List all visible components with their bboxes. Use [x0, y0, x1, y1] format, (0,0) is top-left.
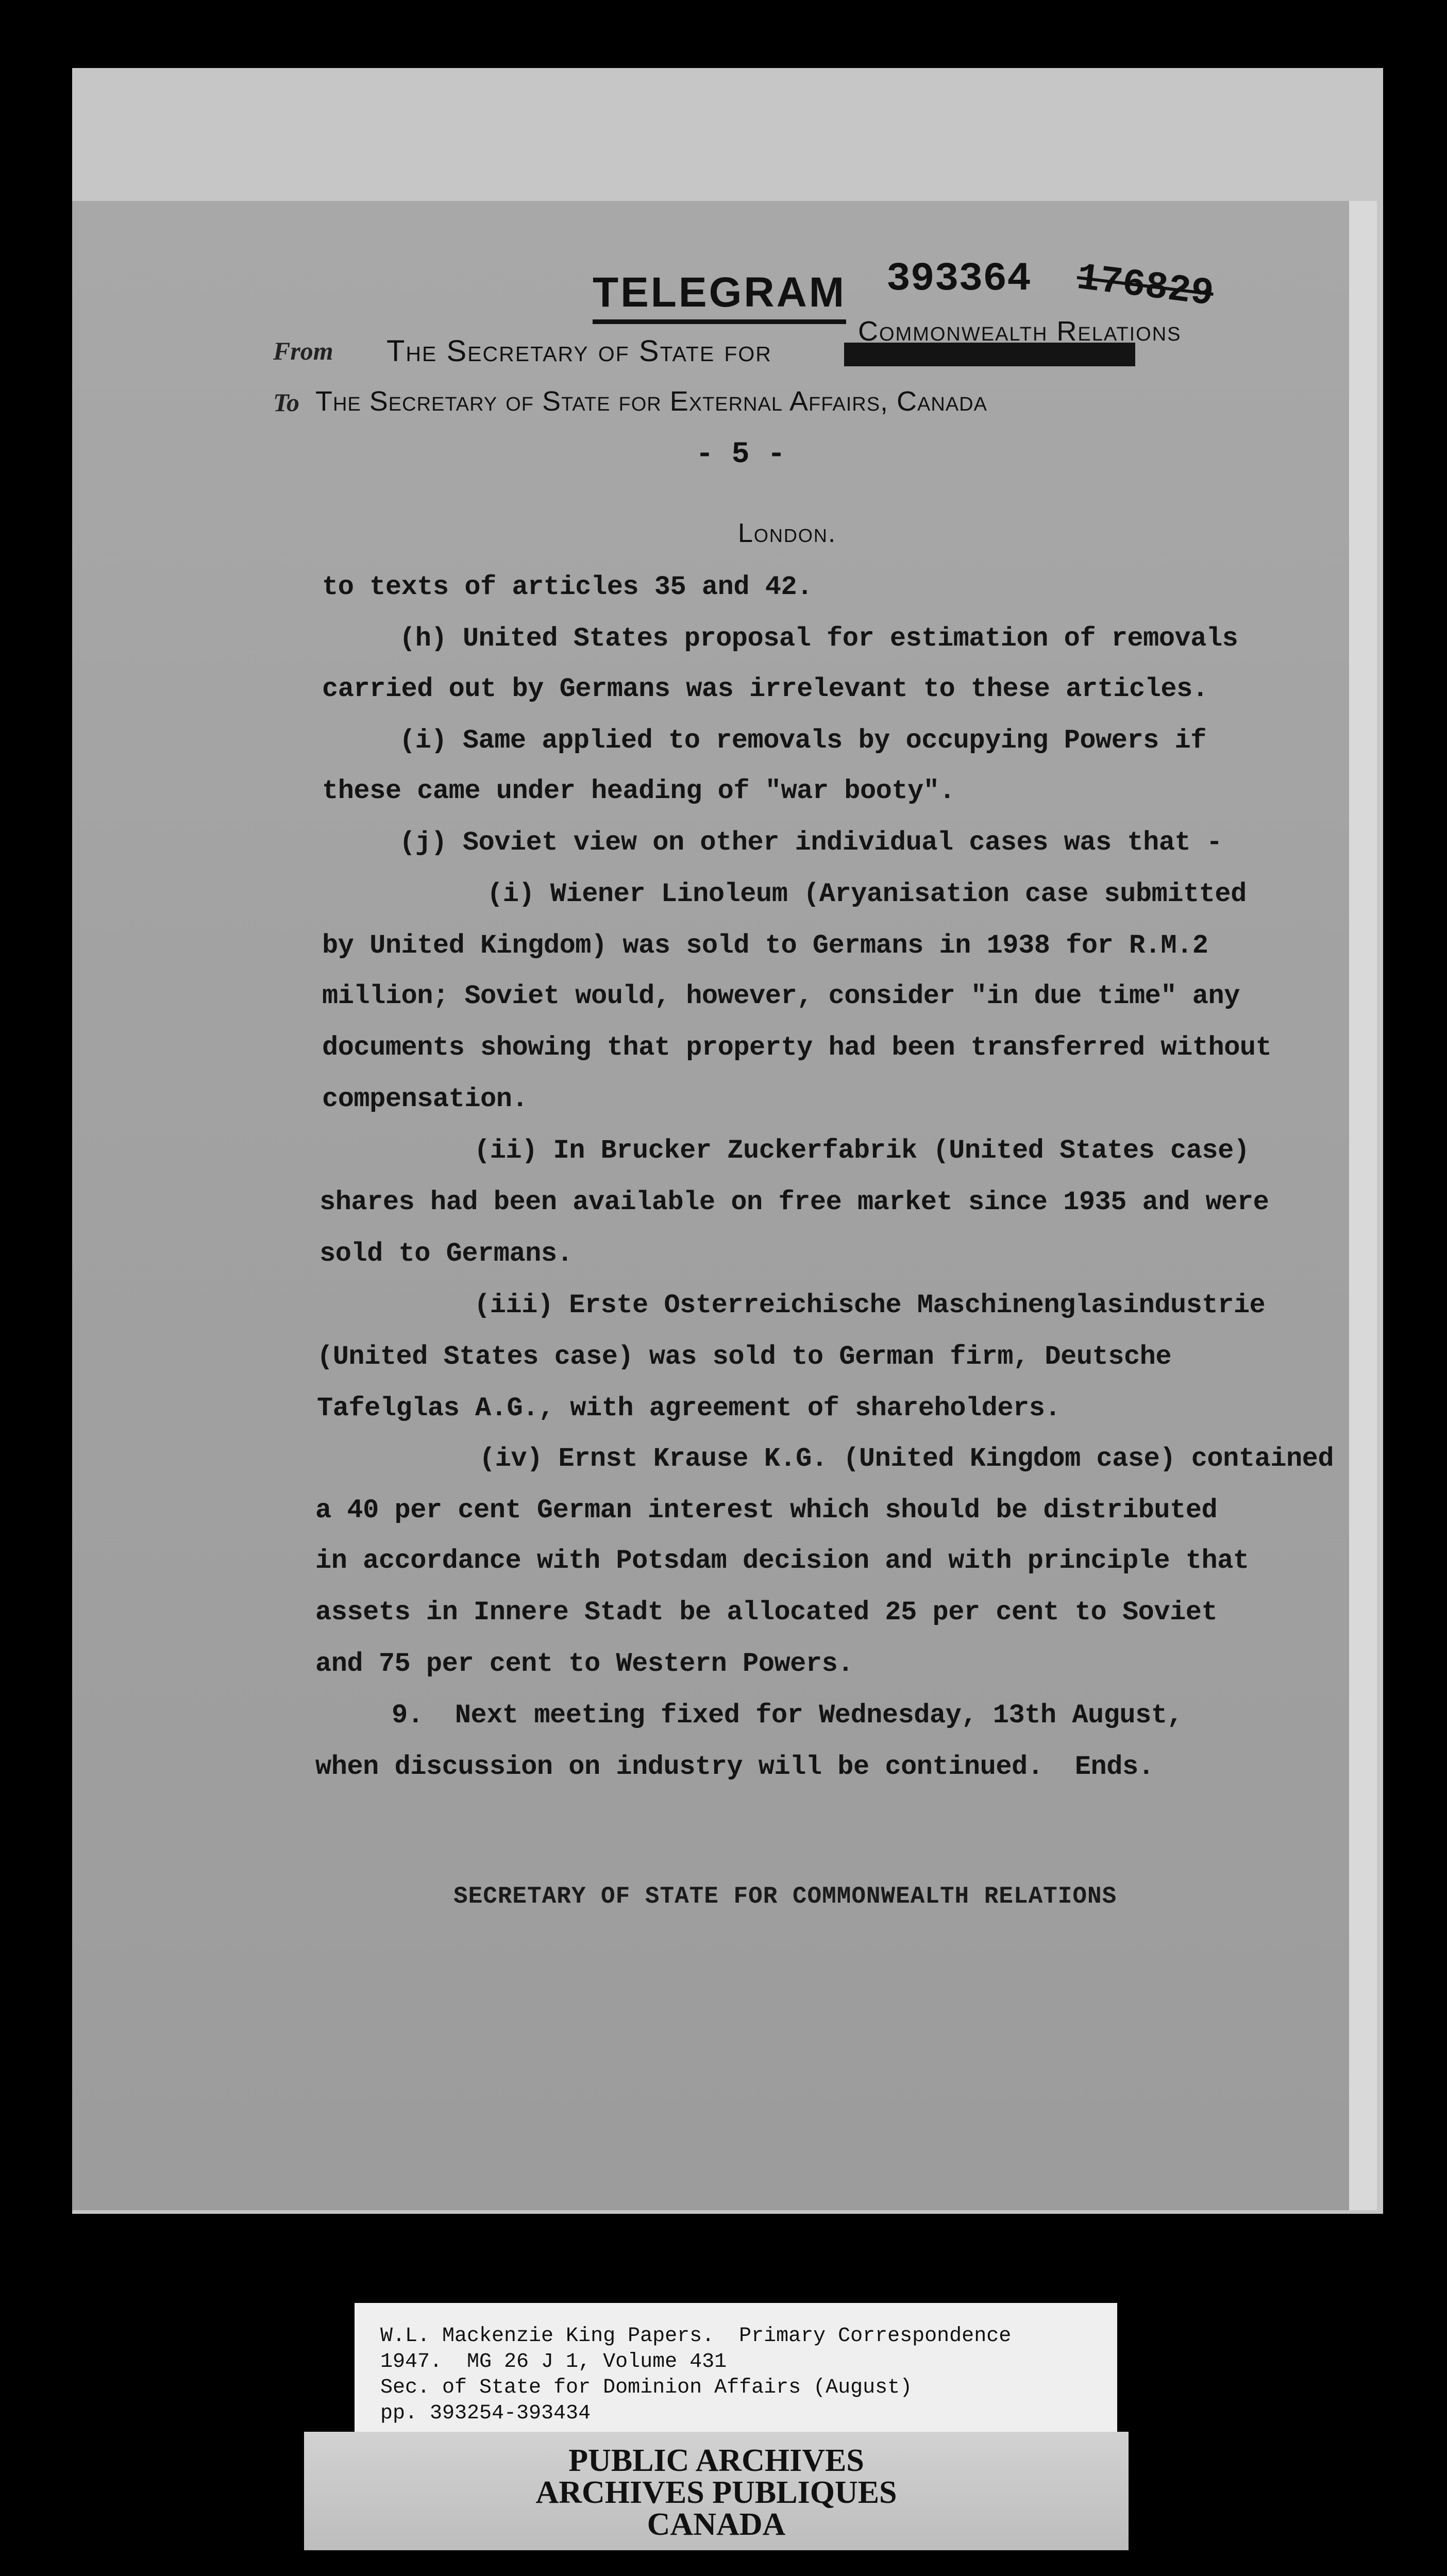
body-line: assets in Innere Stadt be allocated 25 per cent to Soviet [315, 1597, 1218, 1628]
page-right-edge [1349, 201, 1377, 2210]
body-line: (j) Soviet view on other individual cases was that - [399, 827, 1222, 858]
body-line: and 75 per cent to Western Powers. [315, 1649, 853, 1679]
body-line: carried out by Germans was irrelevant to these articles. [322, 674, 1208, 704]
body-line: million; Soviet would, however, consider "in due time" any [322, 981, 1240, 1011]
body-line: a 40 per cent German interest which should be distributed [315, 1495, 1218, 1526]
body-line: sold to Germans. [319, 1239, 573, 1269]
stamp-line: ARCHIVES PUBLIQUES [535, 2475, 897, 2510]
body-line: by United Kingdom) was sold to Germans in 1938 for R.M.2 [322, 930, 1208, 961]
body-line: (h) United States proposal for estimation of removals [399, 623, 1238, 654]
from-text: The Secretary of State for [386, 334, 772, 368]
caption-line: pp. 393254-393434 [380, 2402, 591, 2425]
body-line: (iv) Ernst Krause K.G. (United Kingdom case) contained [479, 1444, 1334, 1474]
stamp-line: CANADA [647, 2507, 786, 2542]
stamp-line: PUBLIC ARCHIVES [568, 2443, 864, 2478]
body-line: (iii) Erste Osterreichische Maschinenglasindustrie [474, 1290, 1266, 1320]
document-number: 393364 [886, 257, 1031, 302]
body-line: Tafelglas A.G., with agreement of shareholders. [317, 1393, 1061, 1423]
from-label: From [273, 336, 333, 365]
struck-document-number: 176829 [1074, 257, 1216, 316]
body-line: when discussion on industry will be continued. Ends. [315, 1752, 1154, 1782]
body-line: (i) Same applied to removals by occupying Powers if [399, 725, 1206, 756]
signature-line: SECRETARY OF STATE FOR COMMONWEALTH RELATIONS [453, 1883, 1117, 1910]
to-text: The Secretary of State for External Affairs, Canada [315, 386, 987, 417]
page-number: - 5 - [696, 438, 786, 471]
from-overlay-text: Commonwealth Relations [858, 316, 1182, 347]
caption-line: Sec. of State for Dominion Affairs (August) [380, 2376, 913, 2399]
telegram-title: TELEGRAM [593, 268, 846, 324]
body-line: documents showing that property had been transferred without [322, 1032, 1272, 1063]
to-label: To [273, 388, 299, 417]
body-line: these came under heading of "war booty". [322, 776, 955, 806]
caption-line: 1947. MG 26 J 1, Volume 431 [380, 2350, 727, 2374]
body-line: (United States case) was sold to German firm, Deutsche [317, 1342, 1172, 1372]
body-line: shares had been available on free market since 1935 and were [319, 1187, 1269, 1217]
body-line: (ii) In Brucker Zuckerfabrik (United States case) [474, 1136, 1250, 1166]
caption-line: W.L. Mackenzie King Papers. Primary Correspondence [380, 2325, 1012, 2348]
body-line: (i) Wiener Linoleum (Aryanisation case submitted [487, 879, 1247, 909]
body-line: compensation. [322, 1084, 528, 1114]
body-line: 9. Next meeting fixed for Wednesday, 13th August, [392, 1700, 1183, 1731]
place-name: London. [738, 518, 837, 548]
body-line: in accordance with Potsdam decision and with principle that [315, 1546, 1249, 1576]
body-line: to texts of articles 35 and 42. [322, 572, 813, 602]
